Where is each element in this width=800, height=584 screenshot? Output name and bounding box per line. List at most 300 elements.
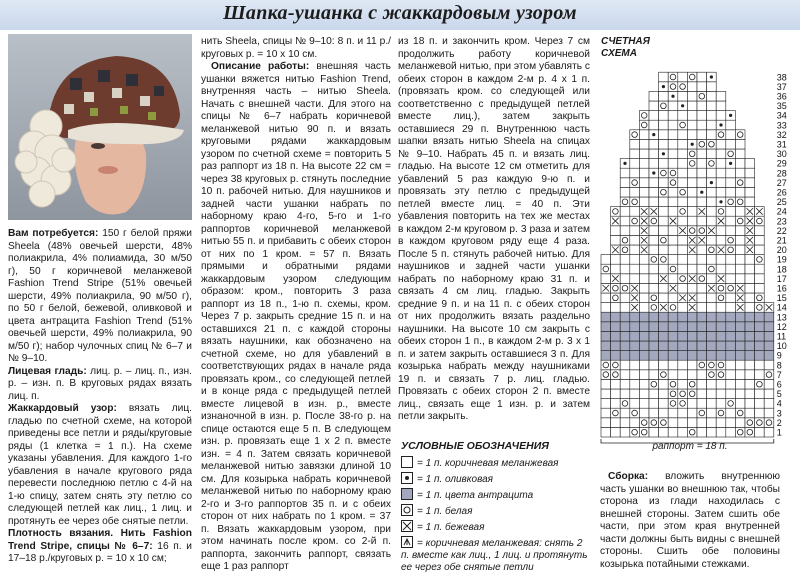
chart-cell xyxy=(697,274,707,284)
chart-cell xyxy=(649,399,659,409)
chart-cell xyxy=(668,139,678,149)
chart-cell xyxy=(764,379,774,389)
chart-cell xyxy=(630,379,640,389)
chart-cell xyxy=(659,139,669,149)
chart-cell xyxy=(639,379,649,389)
chart-cell xyxy=(697,293,707,303)
chart-cell xyxy=(745,427,755,437)
chart-cell xyxy=(639,303,649,313)
chart-cell xyxy=(639,274,649,284)
chart-cell xyxy=(678,274,688,284)
chart-cell xyxy=(630,178,640,188)
chart-cell xyxy=(659,101,669,111)
chart-cell xyxy=(697,245,707,255)
chart-cell xyxy=(659,312,669,322)
chart-cell xyxy=(726,427,736,437)
chart-cell xyxy=(707,245,717,255)
chart-cell xyxy=(611,427,621,437)
chart-cell xyxy=(639,178,649,188)
chart-cell xyxy=(649,351,659,361)
chart-cell xyxy=(639,399,649,409)
chart-cell xyxy=(745,274,755,284)
chart-cell xyxy=(668,130,678,140)
chart-cell xyxy=(726,379,736,389)
chart-cell xyxy=(687,91,697,101)
chart-cell xyxy=(755,399,765,409)
chart-cell xyxy=(678,255,688,265)
chart-cell xyxy=(601,255,611,265)
chart-cell xyxy=(716,303,726,313)
chart-cell xyxy=(755,312,765,322)
chart-cell xyxy=(668,255,678,265)
row-number: 2 xyxy=(776,417,782,428)
materials-text: 150 г белой пряжи Sheela (48% овечьей шерсти, 48% полиакрила, 4% полиамида, 30 м/50 г), 50 г коричневой меланжевой Fashion Trend Stripe (51% овечьей шерсти, 49% полиакрила, 90 м/50 г), по 50 г белой, бежевой, оливковой и цвета антрацита Fashion Trend (51% овечьей шерсти, 49% полиакрила, 90 м/50 г); набор чулочных спиц № 6–7 и № 9–10. xyxy=(8,228,192,364)
chart-cell xyxy=(649,149,659,159)
dot-mark xyxy=(662,85,665,88)
chart-cell xyxy=(611,341,621,351)
chart-cell xyxy=(668,72,678,82)
chart-cell xyxy=(745,312,755,322)
chart-cell xyxy=(678,399,688,409)
chart-cell xyxy=(745,399,755,409)
chart-cell xyxy=(707,312,717,322)
work-continuation-text: из 18 п. и закончить кром. Через 7 см продолжить работу коричневой меланжевой нитью, при этом убавлять с обеих сторон в каждом 2-м р. 4 х 1 п. (провязать кром. со следующей или соответственно с предыдущей петлей вместе лиц.), затем закрыть оставшиеся 29 п. Внутреннюю часть шапки вязать нитью Sheela на спицах № 9–10. Набрать 45 п. и вязать лиц. гладью. На высоте 12 см отметить для убавлений 5 раз каждую 9-ю п. и провязать эту петлю с предыдущей петлей вместе лиц. = 40 п. Эти убавления повторить на тех же местах в каждом 2-м круговом р. 3 раза и затем в каждом круговом ряду еще 4 раза. После 5 п. стянуть рабочей нитью. Для наушников и задней части ушанки набрать по наборному краю 31 п. и связать 4 см лиц. гладью. Закрыть средние 9 п. и на 11 п. с обеих сторон от них продолжить вязать раздельно наушники. На высоте 10 см закрыть с обеих сторон 1 п., в каждом 2-м р. 3 х 1 п. и затем закрыть оставшиеся 3 п. Для козырька набрать между наушниками 19 п. и связать 7 р. лиц. гладью. Провязать с обеих сторон 2 п. вместе лиц., связать еще 1 изн. р. и затем петли закрыть. xyxy=(398,36,590,422)
chart-cell xyxy=(678,360,688,370)
chart-cell xyxy=(601,264,611,274)
chart-cell xyxy=(707,159,717,169)
chart-cell xyxy=(639,427,649,437)
gauge-label: Плотность вязания. Нить Fashion Trend Stripe, спицы № 6–7: xyxy=(8,528,192,552)
chart-cell xyxy=(668,178,678,188)
row-number: 24 xyxy=(776,206,787,217)
chart-cell xyxy=(678,341,688,351)
chart-cell xyxy=(668,235,678,245)
chart-cell xyxy=(649,418,659,428)
chart-cell xyxy=(678,139,688,149)
chart-cell xyxy=(620,322,630,332)
chart-cell xyxy=(726,389,736,399)
chart-cell xyxy=(659,360,669,370)
chart-cell xyxy=(649,187,659,197)
row-number: 9 xyxy=(776,350,782,361)
chart-cell xyxy=(697,360,707,370)
chart-cell xyxy=(678,408,688,418)
chart-cell xyxy=(668,427,678,437)
chart-cell xyxy=(755,322,765,332)
chart-cell xyxy=(601,303,611,313)
chart-cell xyxy=(726,187,736,197)
chart-cell xyxy=(735,370,745,380)
rapport-label: раппорт = 18 п. xyxy=(652,441,728,452)
row-number: 37 xyxy=(776,81,787,92)
chart-cell xyxy=(601,322,611,332)
chart-cell xyxy=(716,399,726,409)
chart-cell xyxy=(687,82,697,92)
chart-cell xyxy=(659,178,669,188)
chart-cell xyxy=(687,207,697,217)
chart-cell xyxy=(630,418,640,428)
chart-cell xyxy=(697,72,707,82)
chart-cell xyxy=(620,255,630,265)
chart-cell xyxy=(716,111,726,121)
chart-cell xyxy=(620,187,630,197)
chart-cell xyxy=(630,207,640,217)
chart-cell xyxy=(755,235,765,245)
chart-cell xyxy=(735,399,745,409)
chart-cell xyxy=(687,418,697,428)
chart-cell xyxy=(601,427,611,437)
chart-cell xyxy=(620,303,630,313)
chart-cell xyxy=(620,283,630,293)
chart-cell xyxy=(745,197,755,207)
chart-cell xyxy=(678,351,688,361)
chart-cell xyxy=(687,178,697,188)
chart-cell xyxy=(601,389,611,399)
chart-cell xyxy=(735,130,745,140)
row-number: 22 xyxy=(776,225,787,236)
chart-cell xyxy=(611,264,621,274)
chart-cell xyxy=(649,283,659,293)
chart-cell xyxy=(687,159,697,169)
chart-cell xyxy=(668,399,678,409)
chart-cell xyxy=(697,168,707,178)
chart-cell xyxy=(707,331,717,341)
chart-cell xyxy=(745,389,755,399)
chart-cell xyxy=(678,331,688,341)
chart-cell xyxy=(659,370,669,380)
dot-mark xyxy=(681,104,684,107)
chart-cell xyxy=(707,197,717,207)
chart-cell xyxy=(611,283,621,293)
chart-cell xyxy=(735,216,745,226)
chart-cell xyxy=(726,360,736,370)
chart-cell xyxy=(735,159,745,169)
chart-cell xyxy=(620,245,630,255)
chart-cell xyxy=(687,351,697,361)
chart-cell xyxy=(755,370,765,380)
chart-cell xyxy=(726,264,736,274)
dot-mark xyxy=(710,75,713,78)
row-number: 36 xyxy=(776,91,787,102)
row-number: 16 xyxy=(776,283,787,294)
chart-cell xyxy=(716,331,726,341)
chart-cell xyxy=(687,255,697,265)
chart-cell xyxy=(611,370,621,380)
page-title: Шапка-ушанка с жаккардовым узором xyxy=(223,2,577,24)
chart-cell xyxy=(668,331,678,341)
jacquard-text: вязать лиц. гладью по счетной схеме, на которой приведены все петли и ряды/круговые ряды (1 клетка = 1 п.). На схеме указаны убавления. Для каждого 1-го убавления в начале кругового ряда перевести последнюю петлю с 4-й на 1-ю спицу, затем снять эту петлю со следующей петлей как лиц., 1 лиц. и протянуть ее через обе снятые петли. xyxy=(8,403,192,527)
chart-cell xyxy=(668,264,678,274)
chart-cell xyxy=(726,178,736,188)
chart-cell xyxy=(726,168,736,178)
chart-cell xyxy=(697,149,707,159)
chart-cell xyxy=(620,197,630,207)
chart-cell xyxy=(611,408,621,418)
chart-cell xyxy=(639,322,649,332)
chart-cell xyxy=(678,187,688,197)
chart-cell xyxy=(668,101,678,111)
chart-cell xyxy=(707,130,717,140)
chart-cell xyxy=(764,360,774,370)
chart-cell xyxy=(745,322,755,332)
chart-cell xyxy=(639,197,649,207)
chart-cell xyxy=(755,408,765,418)
row-number: 35 xyxy=(776,101,787,112)
chart-cell xyxy=(659,91,669,101)
chart-cell xyxy=(668,322,678,332)
chart-cell xyxy=(630,130,640,140)
chart-cell xyxy=(687,408,697,418)
chart-cell xyxy=(764,312,774,322)
assembly-text: вложить внутреннюю часть ушанки во внешнюю так, чтобы сторона из глади находилась с внешней стороны. Затем сшить обе части, при этом края внутренней части должны быть видны с внешней стороны. Сшить обе половины козырька потайными стежками. xyxy=(600,471,780,570)
row-number: 5 xyxy=(776,389,782,400)
chart-cell xyxy=(630,245,640,255)
chart-cell xyxy=(735,418,745,428)
chart-cell xyxy=(716,293,726,303)
chart-cell xyxy=(639,255,649,265)
chart-cell xyxy=(639,341,649,351)
chart-cell xyxy=(659,245,669,255)
chart-cell xyxy=(726,207,736,217)
row-number: 33 xyxy=(776,120,787,131)
chart-cell xyxy=(716,149,726,159)
chart-cell xyxy=(659,111,669,121)
chart-cell xyxy=(697,379,707,389)
chart-cell xyxy=(620,341,630,351)
chart-cell xyxy=(649,120,659,130)
chart-cell xyxy=(611,379,621,389)
chart-cell xyxy=(687,120,697,130)
chart-cell xyxy=(735,264,745,274)
chart-cell xyxy=(639,111,649,121)
chart-cell xyxy=(697,120,707,130)
chart-cell xyxy=(755,226,765,236)
chart-cell xyxy=(716,379,726,389)
chart-cell xyxy=(620,399,630,409)
row-number: 11 xyxy=(776,331,787,342)
chart-cell xyxy=(745,360,755,370)
chart-cell xyxy=(745,303,755,313)
dot-mark xyxy=(623,162,626,165)
chart-cell xyxy=(707,111,717,121)
chart-cell xyxy=(687,149,697,159)
chart-cell xyxy=(649,101,659,111)
chart-cell xyxy=(716,418,726,428)
chart-cell xyxy=(745,255,755,265)
chart-cell xyxy=(716,226,726,236)
chart-cell xyxy=(735,322,745,332)
chart-cell xyxy=(745,379,755,389)
row-number: 34 xyxy=(776,110,787,121)
chart-cell xyxy=(735,351,745,361)
row-number: 29 xyxy=(776,158,787,169)
row-number: 12 xyxy=(776,321,787,332)
chart-cell xyxy=(649,341,659,351)
chart-cell xyxy=(659,72,669,82)
chart-cell xyxy=(668,149,678,159)
chart-cell xyxy=(755,274,765,284)
chart-cell xyxy=(726,245,736,255)
chart-cell xyxy=(726,130,736,140)
chart-cell xyxy=(678,197,688,207)
chart-cell xyxy=(697,283,707,293)
chart-cell xyxy=(659,197,669,207)
chart-cell xyxy=(745,168,755,178)
chart-cell xyxy=(630,159,640,169)
chart-cell xyxy=(735,139,745,149)
chart-cell xyxy=(716,139,726,149)
chart-cell xyxy=(668,303,678,313)
row-number: 38 xyxy=(776,72,787,83)
chart-cell xyxy=(678,379,688,389)
chart-cell xyxy=(755,351,765,361)
row-number: 31 xyxy=(776,139,787,150)
chart-cell xyxy=(716,207,726,217)
chart-cell xyxy=(764,418,774,428)
chart-cell xyxy=(611,331,621,341)
row-number: 27 xyxy=(776,177,787,188)
chart-cell xyxy=(726,399,736,409)
chart-cell xyxy=(697,159,707,169)
row-number: 13 xyxy=(776,312,787,323)
chart-cell xyxy=(601,341,611,351)
chart-cell xyxy=(620,379,630,389)
chart-cell xyxy=(611,389,621,399)
chart-cell xyxy=(707,187,717,197)
chart-cell xyxy=(639,312,649,322)
chart-cell xyxy=(764,389,774,399)
chart-cell xyxy=(620,360,630,370)
chart-cell xyxy=(639,293,649,303)
chart-cell xyxy=(707,216,717,226)
row-number: 6 xyxy=(776,379,782,390)
chart-cell xyxy=(649,379,659,389)
chart-cell xyxy=(707,303,717,313)
chart-cell xyxy=(687,370,697,380)
chart-cell xyxy=(649,139,659,149)
chart-cell xyxy=(611,235,621,245)
chart-cell xyxy=(668,351,678,361)
chart-cell xyxy=(726,408,736,418)
chart-cell xyxy=(659,120,669,130)
chart-cell xyxy=(659,408,669,418)
chart-cell xyxy=(697,341,707,351)
chart-cell xyxy=(726,216,736,226)
chart-cell xyxy=(630,139,640,149)
chart-cell xyxy=(639,168,649,178)
chart-cell xyxy=(707,274,717,284)
chart-cell xyxy=(687,226,697,236)
dot-mark xyxy=(691,143,694,146)
work-description-text: внешняя часть ушанки вяжется нитью Fashion Trend, внутренняя часть – нитью Sheela. Начать с внешней части. Для этого на спицы № 6–7 набрать коричневой меланжевой нитью 90 п. и вязать круговыми рядами жаккардовым узором по счетной схеме = повторить 5 раз раппорт из 18 п. На высоте 22 см = через 38 круговых р. стянуть последние 10 п. рабочей нитью. Для наушников и задней части ушанки набрать по наборному краю 4-го, 5-го и 1-го раппортов коричневой меланжевой нитью 55 п. и прибавить с обеих сторон от них по 1 кром. = 57 п. Вязать прямыми и обратными рядами жаккардовым узором следующим образом: кром., повторить 3 раза раппорт из 18 п., 1-ю п. схемы, кром. Через 7 р. закрыть средние 15 п. и на оставшихся 21 п. с каждой стороны вязать наушники, как обозначено на счетной схеме, но для убавлений в соответствующих рядах в начале ряда провязать кром., со следующей петлей и в конце ряда с предыдущей петлей вместе лицевой в изн. р., вместе изнаночной в изн. р. После 38-го р. на спице остаются еще 5 п. В следующем изн. р. провязать еще 1 х 2 п. вместе изн. = 4 п. Затем связать коричневой меланжевой нитью завязки длиной 10 см. Для козырька набрать коричневой меланжевой нитью по наборному краю 2-го и 3-го раппортов 35 п. и с обеих сторон от них набрать по 1 кром. = 37 п. Вязать жаккардовым узором, при этом начинать после кром. со 2-й п. раппорта, закончить раппорт, связать еще 1 раз раппорт xyxy=(201,61,391,572)
chart-cell xyxy=(745,370,755,380)
chart-cell xyxy=(726,303,736,313)
chart-cell xyxy=(659,322,669,332)
chart-cell xyxy=(678,159,688,169)
chart-cell xyxy=(707,149,717,159)
chart-cell xyxy=(726,120,736,130)
chart-cell xyxy=(639,283,649,293)
work-description-label: Описание работы: xyxy=(211,61,310,72)
chart-cell xyxy=(639,389,649,399)
chart-cell xyxy=(764,399,774,409)
row-number: 20 xyxy=(776,245,787,256)
dot-mark xyxy=(719,123,722,126)
jacquard-label: Жаккардовый узор: xyxy=(8,403,117,414)
chart-cell xyxy=(735,149,745,159)
chart-cell xyxy=(649,91,659,101)
chart-cell xyxy=(678,389,688,399)
chart-cell xyxy=(755,303,765,313)
chart-cell xyxy=(745,293,755,303)
chart-cell xyxy=(687,264,697,274)
row-number: 14 xyxy=(776,302,787,313)
chart-cell xyxy=(726,274,736,284)
chart-cell xyxy=(678,91,688,101)
dot-mark xyxy=(700,191,703,194)
chart-cell xyxy=(649,293,659,303)
chart-cell xyxy=(639,418,649,428)
chart-cell xyxy=(726,370,736,380)
chart-cell xyxy=(659,187,669,197)
schema-label-line2: СХЕМА xyxy=(601,48,637,59)
chart-cell xyxy=(707,360,717,370)
row-number: 26 xyxy=(776,187,787,198)
chart-cell xyxy=(649,197,659,207)
chart-cell xyxy=(687,168,697,178)
row-number: 10 xyxy=(776,341,787,352)
chart-cell xyxy=(735,255,745,265)
chart-cell xyxy=(745,408,755,418)
chart-cell xyxy=(687,389,697,399)
chart-cell xyxy=(716,283,726,293)
chart-cell xyxy=(649,216,659,226)
chart-cell xyxy=(649,408,659,418)
chart-cell xyxy=(707,370,717,380)
chart-cell xyxy=(668,274,678,284)
chart-cell xyxy=(678,111,688,121)
dot-mark xyxy=(662,152,665,155)
chart-cell xyxy=(716,370,726,380)
chart-cell xyxy=(687,341,697,351)
chart-cell xyxy=(668,312,678,322)
chart-cell xyxy=(716,351,726,361)
chart-cell xyxy=(726,418,736,428)
chart-cell xyxy=(755,216,765,226)
chart-cell xyxy=(697,331,707,341)
chart-cell xyxy=(735,178,745,188)
chart-cell xyxy=(764,370,774,380)
chart-cell xyxy=(726,351,736,361)
row-number: 3 xyxy=(776,408,782,419)
chart-cell xyxy=(659,389,669,399)
chart-cell xyxy=(620,207,630,217)
chart-cell xyxy=(620,293,630,303)
chart-cell xyxy=(716,255,726,265)
chart-cell xyxy=(659,159,669,169)
chart-cell xyxy=(659,264,669,274)
chart-cell xyxy=(649,274,659,284)
chart-cell xyxy=(601,399,611,409)
chart-cell xyxy=(745,264,755,274)
chart-cell xyxy=(755,379,765,389)
chart-cell xyxy=(601,370,611,380)
chart-cell xyxy=(687,360,697,370)
chart-cell xyxy=(755,427,765,437)
chart-cell xyxy=(639,187,649,197)
chart-cell xyxy=(668,111,678,121)
chart-cell xyxy=(678,418,688,428)
